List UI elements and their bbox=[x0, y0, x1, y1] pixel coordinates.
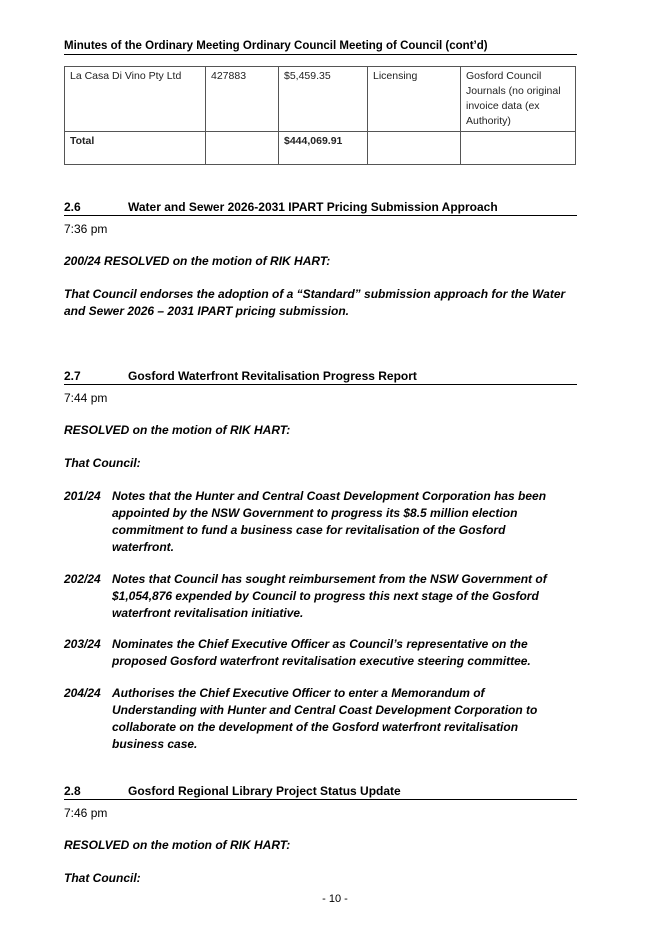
resolution-text: Notes that the Hunter and Central Coast Development Corporation has been appointed by the NSW Government to progress its $8.5 million election commitment to fund a business case for revitalisation of the Gosford waterfront. bbox=[112, 489, 547, 554]
resolution-item bbox=[64, 571, 584, 622]
empty-cell bbox=[206, 132, 279, 165]
empty-cell bbox=[368, 132, 461, 165]
resolution-number: 202/24 bbox=[64, 572, 101, 586]
resolution-item bbox=[64, 488, 584, 556]
section-2-7-resolved: RESOLVED on the motion of RIK HART: bbox=[64, 423, 291, 437]
section-2-8-time: 7:46 pm bbox=[64, 806, 108, 820]
table-row bbox=[65, 67, 576, 132]
total-amount: $444,069.91 bbox=[279, 132, 368, 165]
resolution-text: Notes that Council has sought reimbursement from the NSW Government of $1,054,876 expended by Council to progress this next stage of the Gosford waterfront revitalisation initiative. bbox=[112, 572, 547, 620]
section-2-7-heading bbox=[64, 369, 577, 385]
category-cell: Licensing bbox=[368, 67, 461, 132]
section-number: 2.7 bbox=[64, 369, 81, 383]
section-2-7-intro: That Council: bbox=[64, 456, 141, 470]
supplier-cell: La Casa Di Vino Pty Ltd bbox=[65, 67, 206, 132]
reference-cell: 427883 bbox=[206, 67, 279, 132]
resolution-number: 203/24 bbox=[64, 637, 101, 651]
resolution-item bbox=[64, 636, 584, 670]
section-2-6-resolved: 200/24 RESOLVED on the motion of RIK HART: bbox=[64, 254, 331, 268]
section-number: 2.6 bbox=[64, 200, 81, 214]
total-row bbox=[65, 132, 576, 165]
resolution-text: Authorises the Chief Executive Officer to enter a Memorandum of Understanding with Hunter and Central Coast Development Corporation to collaborate on the development of the Gosford waterfront revitalisation business case. bbox=[112, 686, 538, 751]
section-2-6-heading bbox=[64, 200, 577, 216]
resolution-text: Nominates the Chief Executive Officer as Council’s representative on the proposed Gosford waterfront revitalisation executive steering committee. bbox=[112, 637, 531, 668]
section-2-8-heading bbox=[64, 784, 577, 800]
section-2-6-time: 7:36 pm bbox=[64, 222, 108, 236]
empty-cell bbox=[461, 132, 576, 165]
resolution-item bbox=[64, 685, 584, 753]
page-header: Minutes of the Ordinary Meeting Ordinary Council Meeting of Council (cont’d) bbox=[64, 40, 577, 55]
notes-cell: Gosford Council Journals (no original invoice data (ex Authority) bbox=[461, 67, 576, 132]
resolution-number: 204/24 bbox=[64, 686, 101, 700]
amount-cell: $5,459.35 bbox=[279, 67, 368, 132]
section-2-7-time: 7:44 pm bbox=[64, 391, 108, 405]
section-title: Gosford Regional Library Project Status Update bbox=[128, 784, 401, 798]
resolution-number: 201/24 bbox=[64, 489, 101, 503]
section-2-8-intro: That Council: bbox=[64, 871, 141, 885]
total-label: Total bbox=[65, 132, 206, 165]
section-2-6-resolution: That Council endorses the adoption of a “Standard” submission approach for the Water and Sewer 2026 – 2031 IPART pricing submission. bbox=[64, 287, 566, 318]
section-2-8-resolved: RESOLVED on the motion of RIK HART: bbox=[64, 838, 291, 852]
page-number: - 10 - bbox=[322, 893, 348, 905]
section-title: Gosford Waterfront Revitalisation Progress Report bbox=[128, 369, 417, 383]
section-number: 2.8 bbox=[64, 784, 81, 798]
payments-table bbox=[64, 66, 576, 165]
section-title: Water and Sewer 2026-2031 IPART Pricing Submission Approach bbox=[128, 200, 498, 214]
